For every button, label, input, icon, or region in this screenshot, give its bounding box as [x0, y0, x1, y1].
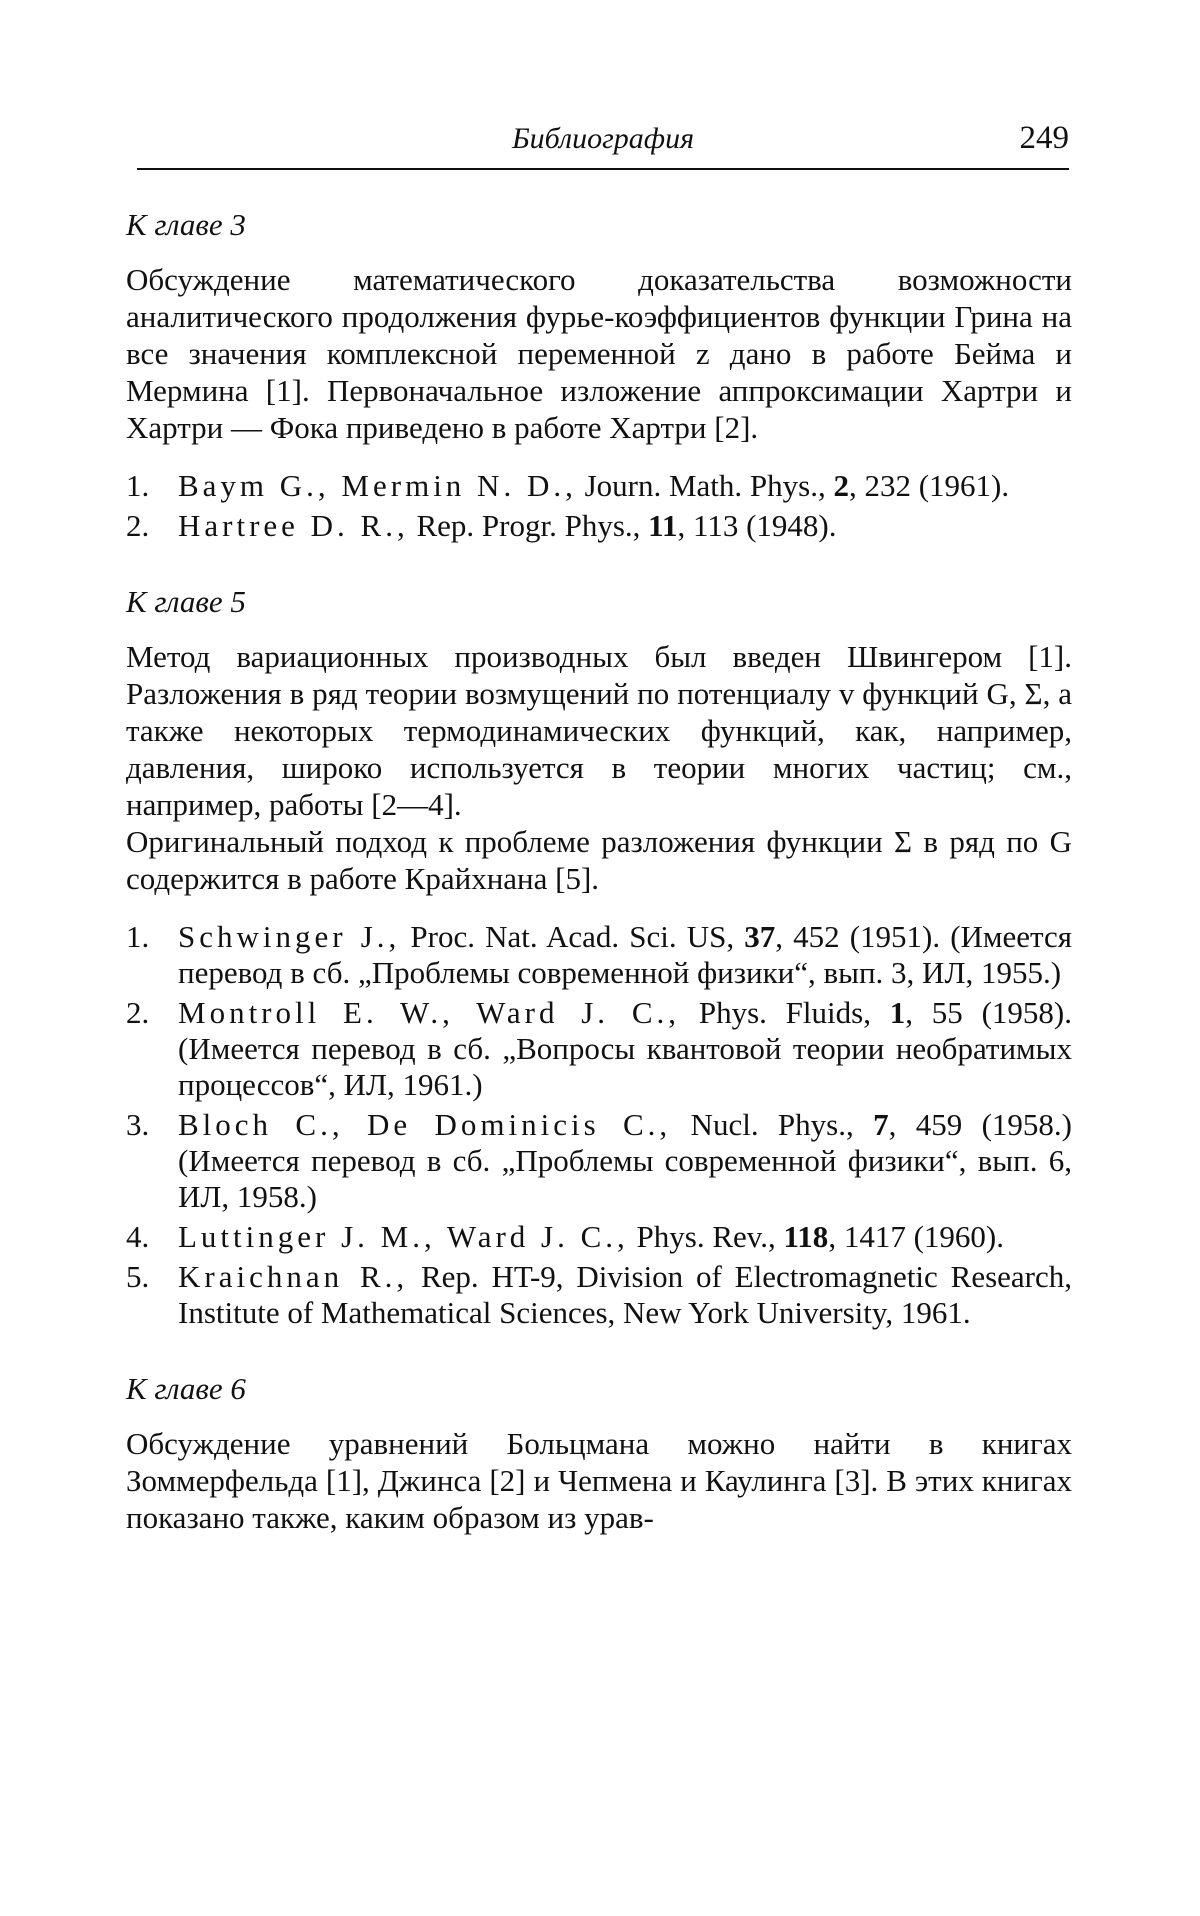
reference-author: Luttinger J. M., Ward J. C., [178, 1219, 629, 1254]
reference-number: 5. [126, 1259, 150, 1294]
chapter-section [126, 205, 1072, 544]
chapter-heading: К главе 3 [126, 207, 246, 242]
reference-number: 2. [126, 508, 150, 543]
reference-text [178, 995, 1072, 1103]
reference-item [126, 1259, 1072, 1331]
reference-volume: 37 [744, 919, 776, 954]
body-paragraph: Обсуждение уравнений Больцмана можно найти в книгах Зоммерфельда [1], Джинса [2] и Чепмена и Каулинга [3]. В этих книгах показано также, каким образом из урав- [126, 1426, 1072, 1535]
reference-text [178, 919, 1072, 991]
reference-number: 2. [126, 995, 150, 1030]
chapter-heading: К главе 5 [126, 584, 246, 619]
reference-details: , 113 (1948). [677, 508, 837, 543]
header-rule [137, 168, 1069, 170]
reference-author: Baym G., Mermin N. D., [178, 468, 577, 503]
reference-volume: 11 [648, 508, 678, 543]
reference-item [126, 468, 1072, 504]
running-header [137, 118, 1069, 170]
reference-number: 1. [126, 468, 150, 503]
chapter-section [126, 1369, 1072, 1536]
reference-details: , 452 (1951). (Имеется перевод в сб. „Проблемы современной физики“, вып. 3, ИЛ, 1955.) [178, 919, 1072, 990]
reference-item [126, 919, 1072, 991]
running-title: Библиография [511, 122, 695, 155]
reference-text [178, 1219, 1072, 1255]
reference-author: Schwinger J., [178, 919, 401, 954]
reference-volume: 1 [889, 995, 906, 1030]
reference-number: 3. [126, 1107, 150, 1142]
reference-source: Rep. Progr. Phys., [408, 508, 649, 543]
reference-author: Bloch C., De Dominicis C., [178, 1107, 672, 1142]
reference-text [178, 468, 1072, 504]
reference-text [178, 1107, 1072, 1215]
chapter-section [126, 582, 1072, 1331]
reference-item [126, 1219, 1072, 1255]
reference-author: Montroll E. W., Ward J. C., [178, 995, 681, 1030]
reference-source: Journ. Math. Phys., [576, 468, 834, 503]
reference-item [126, 995, 1072, 1103]
reference-author: Kraichnan R., [178, 1259, 409, 1294]
page-number: 249 [1019, 120, 1069, 156]
body-paragraph: Обсуждение математического доказательства возможности аналитического продолжения фурье-коэффициентов функции Грина на все значения комплексной переменной z дано в работе Бейма и Мермина [1]. Первоначальное изложение аппроксимации Хартри и Хартри — Фока приведено в работе Хартри [2]. [126, 262, 1072, 445]
reference-volume: 118 [783, 1219, 829, 1254]
reference-author: Hartree D. R., [178, 508, 409, 543]
reference-number: 4. [126, 1219, 150, 1254]
bibliography-content [126, 205, 1072, 1574]
body-paragraph: Метод вариационных производных был введен Швингером [1]. Разложения в ряд теории возмущений по потенциалу v функций G, Σ, а также некоторых термодинамических функций, как, например, давления, широко используется в теории многих частиц; см., например, работы [2—4]. [126, 639, 1072, 822]
reference-volume: 2 [833, 468, 849, 503]
reference-source: Nucl. Phys., [671, 1107, 874, 1142]
reference-details: , 459 (1958.) (Имеется перевод в сб. „Проблемы современной физики“, вып. 6, ИЛ, 1958.) [178, 1107, 1072, 1214]
body-paragraph: Оригинальный подход к проблеме разложения функции Σ в ряд по G содержится в работе Крайхнана [5]. [126, 824, 1072, 896]
reference-list [126, 919, 1072, 1331]
reference-source: Proc. Nat. Acad. Sci. US, [400, 919, 745, 954]
reference-text [178, 1259, 1072, 1331]
reference-details: , 55 (1958). (Имеется перевод в сб. „Вопросы квантовой теории необратимых процессов“, ИЛ, 1961.) [178, 995, 1072, 1102]
reference-number: 1. [126, 919, 150, 954]
reference-details: , 232 (1961). [848, 468, 1010, 503]
reference-item [126, 508, 1072, 544]
reference-list [126, 468, 1072, 544]
reference-source: Phys. Fluids, [680, 995, 890, 1030]
reference-text [178, 508, 1072, 544]
reference-details: , 1417 (1960). [828, 1219, 1004, 1254]
chapter-heading: К главе 6 [126, 1371, 246, 1406]
reference-volume: 7 [873, 1107, 889, 1142]
reference-item [126, 1107, 1072, 1215]
reference-source: Phys. Rev., [628, 1219, 784, 1254]
reference-source: Rep. HT-9, Division of Electromagnetic Research, Institute of Mathematical Sciences, New York University, 1961. [178, 1259, 1072, 1330]
